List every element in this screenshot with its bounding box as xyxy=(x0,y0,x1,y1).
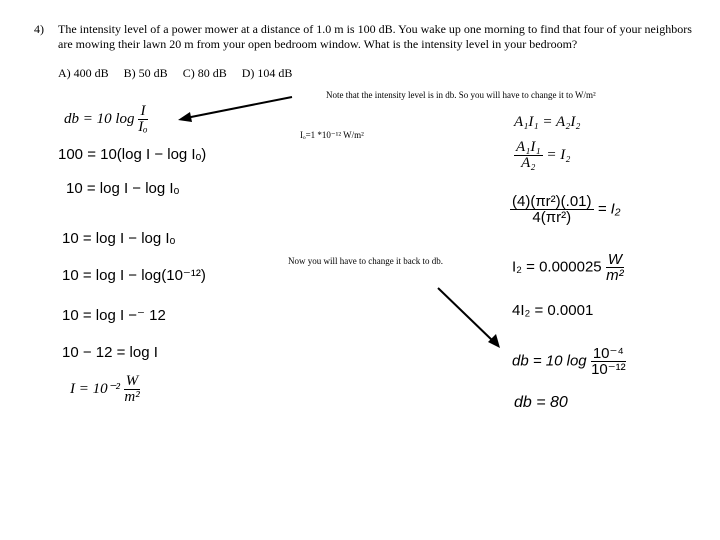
equation-step-7: 10 − 12 = log I xyxy=(62,344,158,361)
choice-d: D) 104 dB xyxy=(241,66,293,80)
equation-step-5: 10 = log I − log(10⁻¹²) xyxy=(62,267,206,284)
choice-a: A) 400 dB xyxy=(58,66,109,80)
equation-step-2: 100 = 10(log I − log Iₒ) xyxy=(58,146,207,163)
r2-numerator: A₁I₁ xyxy=(516,139,541,155)
right-eq-four-i2: 4I₂ = 0.0001 xyxy=(512,302,594,319)
change-back-note: Now you will have to change it back to db. xyxy=(288,256,443,266)
right-eq-area-intensity: A₁I₁ = A₂I₂ xyxy=(514,114,581,130)
eq1-lhs: db = 10 log xyxy=(64,110,135,127)
r3-denominator: 4(πr²) xyxy=(532,209,572,226)
right-eq-final-answer: db = 80 xyxy=(514,394,568,411)
equation-step-3: 10 = log I − log Iₒ xyxy=(66,180,180,197)
eq8-numerator: W xyxy=(125,373,139,389)
eq8-denominator: m² xyxy=(124,389,140,405)
equation-step-6: 10 = log I −⁻ 12 xyxy=(62,307,166,324)
r6-numerator: 10⁻⁴ xyxy=(592,345,624,362)
r4-lhs: I₂ = 0.000025 xyxy=(512,258,602,276)
r6-lhs: db = 10 log xyxy=(512,352,587,370)
r6-denominator: 10⁻¹² xyxy=(591,361,626,378)
r4-denominator: m² xyxy=(606,267,624,284)
arrow-to-db-equation xyxy=(178,97,292,122)
arrow-to-db-result xyxy=(438,288,500,348)
r2-denominator: A₂ xyxy=(521,155,536,171)
equation-step-4: 10 = log I − log Iₒ xyxy=(62,230,176,247)
r2-rhs: = I₂ xyxy=(546,146,571,163)
choice-c: C) 80 dB xyxy=(182,66,227,80)
units-note: Note that the intensity level is in db. So you will have to change it to W/m² xyxy=(326,90,596,100)
r3-numerator: (4)(πr²)(.01) xyxy=(512,193,592,210)
io-value-note: Iₒ=1 *10⁻¹² W/m² xyxy=(300,130,364,140)
choice-b: B) 50 dB xyxy=(123,66,168,80)
eq1-numerator: I xyxy=(138,104,147,120)
eq8-lhs: I = 10⁻² xyxy=(70,380,121,397)
eq1-denominator: Iₒ xyxy=(138,119,148,135)
r3-rhs: = I₂ xyxy=(597,200,621,218)
question-text: The intensity level of a power mower at a distance of 1.0 m is 100 dB. You wake up one morning to find that four of your neighbors are mowing their lawn 20 m from your open bedroom window. What is the intensity level in your bedroom? xyxy=(58,22,692,51)
r4-numerator: W xyxy=(607,251,622,268)
question-number: 4) xyxy=(34,22,44,36)
